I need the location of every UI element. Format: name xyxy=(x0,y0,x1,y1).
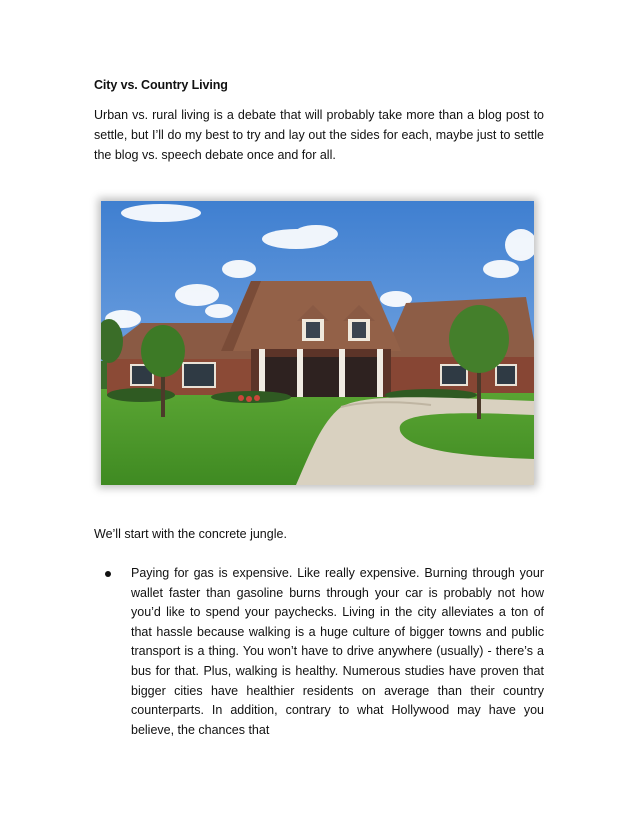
bullet-text: Paying for gas is expensive. Like really expensive. Burning through your wallet faster than gasoline burns through your car is probably not how you’d like to spend your paychecks. Living in the city alleviates a ton of that hassle because walking is a huge culture of bigger towns and public transport is a thing. You won’t have to drive anywhere (usually) - there’s a bus for that. Plus, walking is healthy. Numerous studies have proven that bigger cities have healthier residents on average than their country counterparts. In addition, contrary to what Hollywood may have you believe, the chances that xyxy=(131,566,544,737)
intro-paragraph: Urban vs. rural living is a debate that will probably take more than a blog post to settle, but I’ll do my best to try and lay out the sides for each, maybe just to settle the blog vs. speech debate once and for all. xyxy=(94,108,544,162)
document-title: City vs. Country Living xyxy=(94,78,228,92)
bullet-icon xyxy=(105,571,111,577)
list-item xyxy=(94,564,544,740)
bullet-list xyxy=(94,564,544,740)
house-photo xyxy=(101,201,534,485)
section-lead: We’ll start with the concrete jungle. xyxy=(94,527,287,541)
house-photo-image xyxy=(101,201,534,485)
